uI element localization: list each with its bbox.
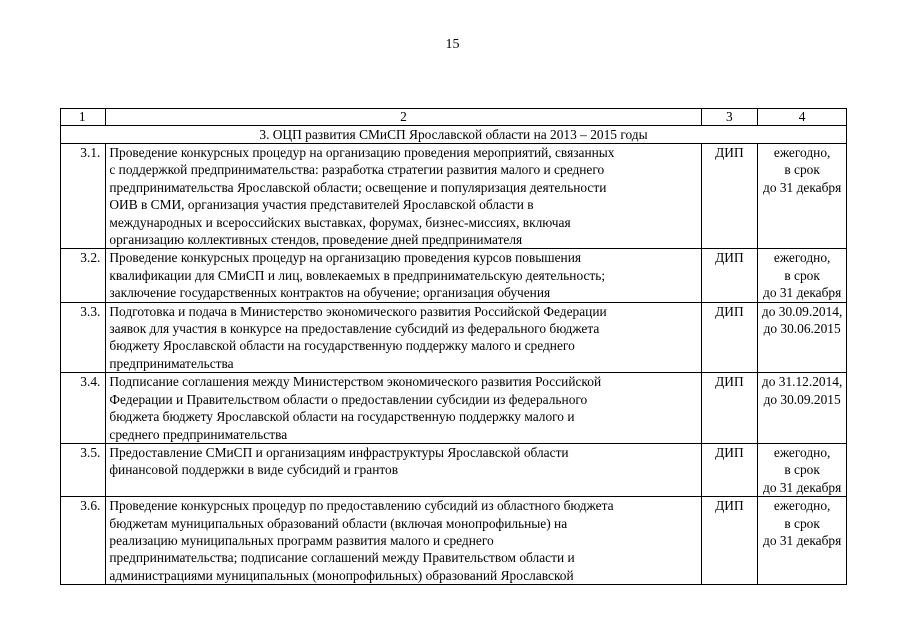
row-description — [106, 373, 701, 444]
table-row — [61, 443, 847, 496]
description-line: реализацию муниципальных программ развития малого и среднего — [109, 532, 494, 548]
description-line: предпринимательства; подписание соглашений между Правительством области и — [109, 550, 575, 566]
description-line: квалификации для СМиСП и лиц, вовлекаемых в предпринимательскую деятельность; — [109, 267, 606, 283]
row-executor: ДИП — [701, 144, 758, 249]
deadline-line: в срок — [784, 515, 820, 531]
section-row — [61, 126, 847, 144]
header-cell-3: 3 — [701, 109, 758, 126]
description-line: Подготовка и подача в Министерство экономического развития Российской Федерации — [109, 303, 607, 319]
deadline-line: ежегодно, — [773, 444, 831, 460]
description-line: среднего предпринимательства — [109, 426, 288, 442]
row-deadline — [758, 249, 847, 302]
table-row — [61, 249, 847, 302]
row-number: 3.2. — [61, 249, 106, 302]
table-row — [61, 302, 847, 373]
deadline-line: до 31 декабря — [763, 179, 842, 195]
row-deadline — [758, 302, 847, 373]
row-description — [106, 443, 701, 496]
row-deadline — [758, 443, 847, 496]
row-deadline — [758, 144, 847, 249]
table-row — [61, 497, 847, 585]
deadline-line: ежегодно, — [773, 145, 831, 160]
deadline-line: до 30.09.2015 — [763, 391, 841, 407]
deadline-line: до 31 декабря — [763, 479, 842, 495]
deadline-line: до 31.12.2014, — [761, 374, 843, 390]
deadline-line: ежегодно, — [773, 250, 831, 266]
row-number: 3.5. — [61, 443, 106, 496]
description-line: бюджетам муниципальных образований области (включая монопрофильные) на — [109, 515, 568, 531]
description-line: Предоставление СМиСП и организациям инфраструктуры Ярославской области — [109, 444, 569, 460]
page-number: 15 — [445, 37, 460, 52]
row-number: 3.3. — [61, 302, 106, 373]
description-line: ОИВ в СМИ, организация участия представителей Ярославской области в — [109, 197, 534, 213]
description-line: с поддержкой предпринимательства: разработка стратегии развития малого и среднего — [109, 162, 605, 178]
deadline-line: до 30.06.2015 — [763, 321, 841, 337]
deadline-line: до 31 декабря — [763, 285, 842, 301]
description-line: Федерации и Правительством области о предоставлении субсидии из федерального — [109, 391, 588, 407]
description-line: Проведение конкурсных процедур на организацию проведения курсов повышения — [109, 250, 582, 266]
table-header-row — [61, 109, 847, 126]
row-deadline — [758, 497, 847, 585]
description-line: Подписание соглашения между Министерством экономического развития Российской — [109, 374, 602, 390]
deadline-line: до 31 декабря — [763, 532, 842, 548]
row-description — [106, 302, 701, 373]
description-line: заявок для участия в конкурсе на предоставление субсидий из федерального бюджета — [109, 321, 600, 337]
row-executor: ДИП — [701, 443, 758, 496]
row-description — [106, 497, 701, 585]
description-line: администрациями муниципальных (монопрофильных) образований Ярославской — [109, 567, 574, 583]
row-deadline — [758, 373, 847, 444]
row-number: 3.4. — [61, 373, 106, 444]
description-line: бюджету Ярославской области на государственную поддержку малого и среднего — [109, 338, 575, 354]
deadline-line: в срок — [784, 267, 820, 283]
description-line: предпринимательства — [109, 355, 234, 371]
description-line: Проведение конкурсных процедур на организацию проведения мероприятий, связанных — [109, 145, 615, 160]
row-executor: ДИП — [701, 302, 758, 373]
row-description — [106, 144, 701, 249]
row-executor: ДИП — [701, 497, 758, 585]
row-number: 3.6. — [61, 497, 106, 585]
row-description — [106, 249, 701, 302]
activities-table — [60, 108, 847, 585]
description-line: заключение государственных контрактов на обучение; организация обучения — [109, 285, 551, 301]
description-line: финансовой поддержки в виде субсидий и грантов — [109, 462, 399, 478]
section-title: 3. ОЦП развития СМиСП Ярославской области на 2013 – 2015 годы — [61, 126, 847, 144]
table-row — [61, 373, 847, 444]
deadline-line: до 30.09.2014, — [761, 303, 843, 319]
row-number: 3.1. — [61, 144, 106, 249]
row-executor: ДИП — [701, 249, 758, 302]
deadline-line: ежегодно, — [773, 498, 831, 514]
header-cell-4: 4 — [758, 109, 847, 126]
description-line: предпринимательства Ярославской области; освещение и популяризация деятельности — [109, 179, 607, 195]
header-cell-2: 2 — [106, 109, 701, 126]
row-executor: ДИП — [701, 373, 758, 444]
description-line: международных и всероссийских выставках, форумах, бизнес-миссиях, включая — [109, 214, 571, 230]
header-cell-1: 1 — [61, 109, 106, 126]
description-line: бюджета бюджету Ярославской области на государственную поддержку малого и — [109, 409, 575, 425]
deadline-line: в срок — [784, 162, 820, 178]
description-line: организацию коллективных стендов, проведение дней предпринимателя — [109, 232, 523, 248]
table-row — [61, 144, 847, 249]
description-line: Проведение конкурсных процедур по предоставлению субсидий из областного бюджета — [109, 498, 614, 514]
deadline-line: в срок — [784, 462, 820, 478]
